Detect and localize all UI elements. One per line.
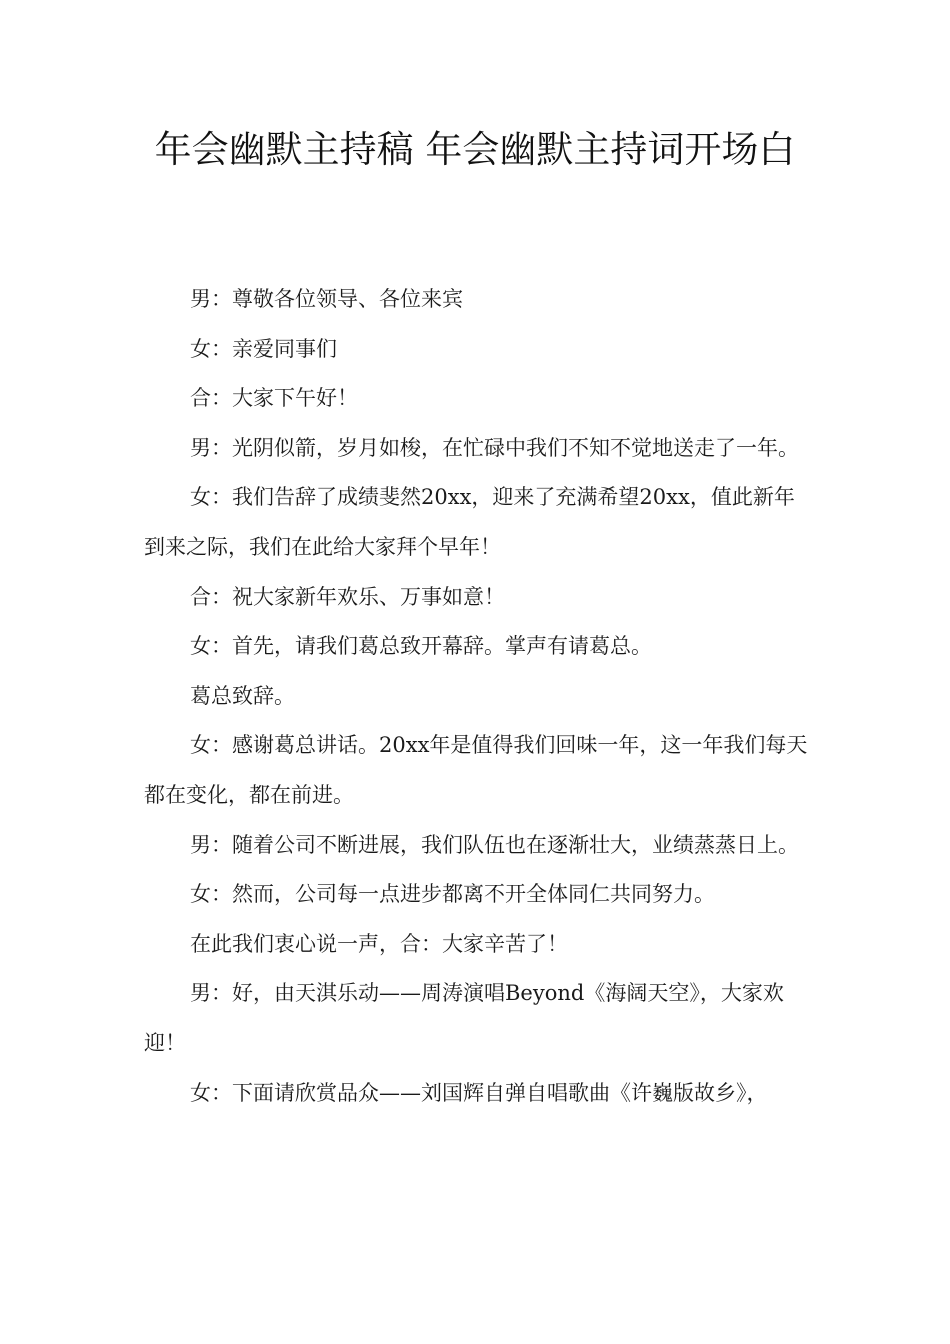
paragraph: 合：大家下午好！: [190, 386, 358, 411]
paragraph: 女：感谢葛总讲话。20xx年是值得我们回味一年，这一年我们每天都在变化，都在前进。: [144, 733, 808, 807]
paragraph: 在此我们衷心说一声，合：大家辛苦了！: [190, 931, 568, 956]
paragraph: 女：亲爱同事们: [190, 336, 337, 361]
paragraph: 女：我们告辞了成绩斐然20xx，迎来了充满希望20xx，值此新年到来之际，我们在此给大家拜个早年！: [144, 485, 795, 559]
paragraph: 葛总致辞。: [190, 683, 295, 708]
paragraph: 女：下面请欣赏品众——刘国辉自弹自唱歌曲《许巍版故乡》，: [190, 1080, 768, 1105]
document-body: [144, 275, 808, 1118]
paragraph: 男：尊敬各位领导、各位来宾: [190, 287, 463, 311]
paragraph: 合：祝大家新年欢乐、万事如意！: [190, 584, 505, 609]
paragraph: 男：好，由天淇乐动——周涛演唱Beyond《海阔天空》，大家欢迎！: [144, 981, 784, 1055]
paragraph: 男：随着公司不断进展，我们队伍也在逐渐壮大，业绩蒸蒸日上。: [190, 832, 799, 857]
paragraph: 女：然而，公司每一点进步都离不开全体同仁共同努力。: [190, 882, 715, 907]
document-title: 年会幽默主持稿 年会幽默主持词开场白: [154, 128, 796, 171]
paragraph: 女：首先，请我们葛总致开幕辞。掌声有请葛总。: [190, 634, 652, 659]
paragraph: 男：光阴似箭，岁月如梭，在忙碌中我们不知不觉地送走了一年。: [190, 435, 799, 460]
